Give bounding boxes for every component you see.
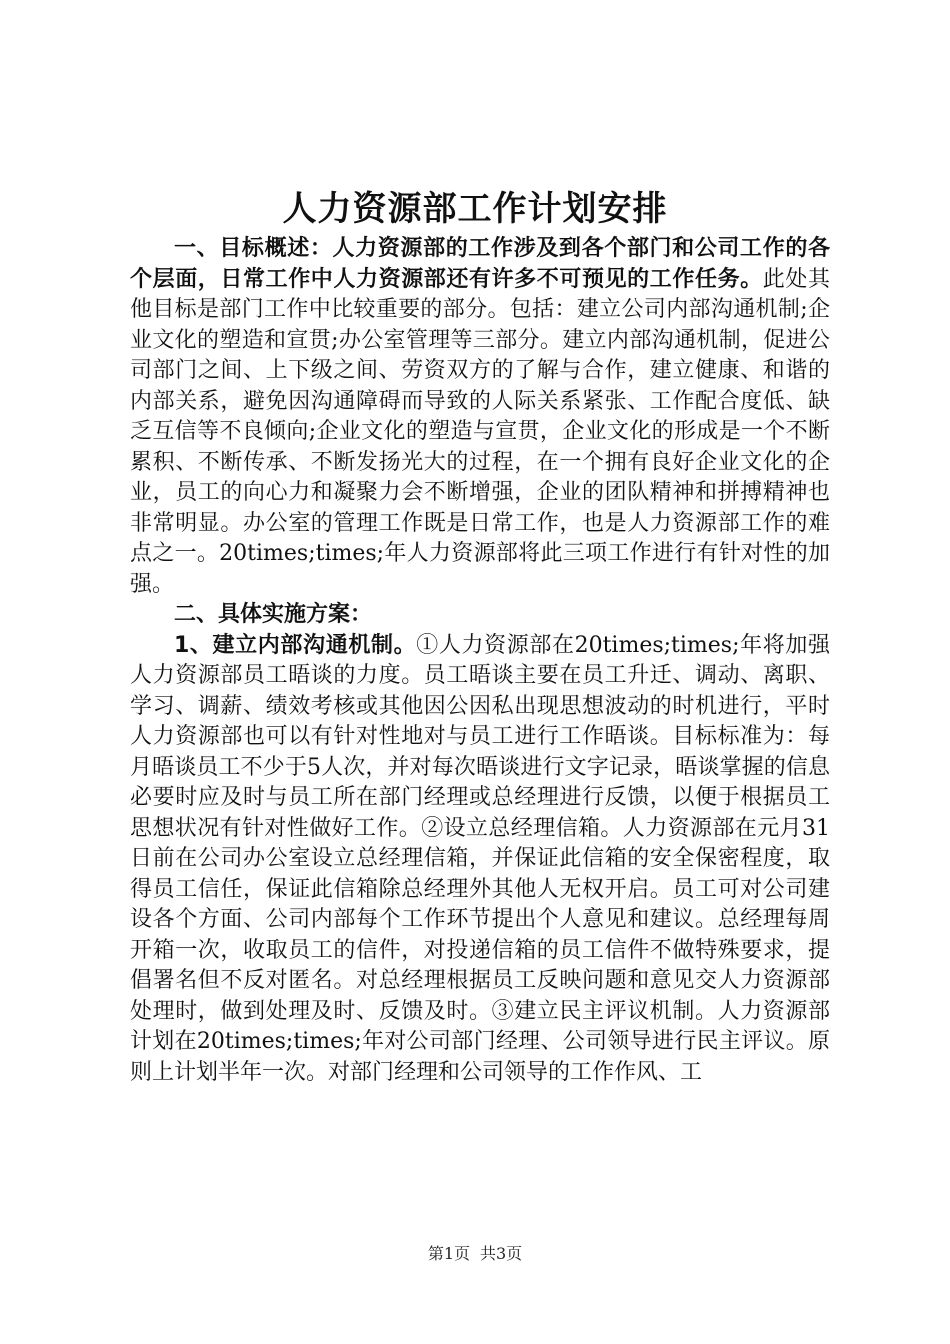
document-title: 人力资源部工作计划安排 [282, 189, 668, 229]
item1-heading: 1、建立内部沟通机制。 [174, 632, 417, 658]
section2-heading: 二、具体实施方案： [174, 602, 373, 627]
document-body [130, 234, 830, 1088]
paragraph-implementation-heading [130, 600, 830, 631]
paragraph-communication-mechanism [130, 631, 830, 1089]
page-total: 共3页 [480, 1244, 523, 1263]
item1-body: ①人力资源部在20times;times;年将加强人力资源部员工晤谈的力度。员工晤谈主要在员工升迁、调动、离职、学习、调薪、绩效考核或其他因公因私出现思想波动的时机进行，平时人力资源部也可以有针对性地对与员工进行工作晤谈。目标标准为：每月晤谈员工不少于5人次，并对每次晤谈进行文字记录，晤谈掌握的信息必要时应及时与员工所在部门经理或总经理进行反馈，以便于根据员工思想状况有针对性做好工作。②设立总经理信箱。人力资源部在元月31日前在公司办公室设立总经理信箱，并保证此信箱的安全保密程度，取得员工信任，保证此信箱除总经理外其他人无权开启。员工可对公司建设各个方面、公司内部每个工作环节提出个人意见和建议。总经理每周开箱一次，收取员工的信件，对投递信箱的员工信件不做特殊要求，提倡署名但不反对匿名。对总经理根据员工反映问题和意见交人力资源部处理时，做到处理及时、反馈及时。③建立民主评议机制。人力资源部计划在20times;times;年对公司部门经理、公司领导进行民主评议。原则上计划半年一次。对部门经理和公司领导的工作作风、工 [130, 632, 831, 1085]
section1-heading: 一、目标概述：人力资源部的工作涉及到各个部门和公司工作的各个层面，日常工作中人力资源部还有许多不可预见的工作任务。 [130, 236, 830, 292]
section1-body: 此处其他目标是部门工作中比较重要的部分。包括：建立公司内部沟通机制;企业文化的塑造和宣贯;办公室管理等三部分。建立内部沟通机制，促进公司部门之间、上下级之间、劳资双方的了解与合作，建立健康、和谐的内部关系，避免因沟通障碍而导致的人际关系紧张、工作配合度低、缺乏互信等不良倾向;企业文化的塑造与宣贯，企业文化的形成是一个不断累积、不断传承、不断发扬光大的过程，在一个拥有良好企业文化的企业，员工的向心力和凝聚力会不断增强，企业的团队精神和拼搏精神也非常明显。办公室的管理工作既是日常工作，也是人力资源部工作的难点之一。20times;times;年人力资源部将此三项工作进行有针对性的加强。 [130, 266, 830, 597]
paragraph-objectives [130, 234, 830, 600]
page-number: 第1页 [427, 1244, 470, 1263]
page-footer [0, 1242, 950, 1266]
